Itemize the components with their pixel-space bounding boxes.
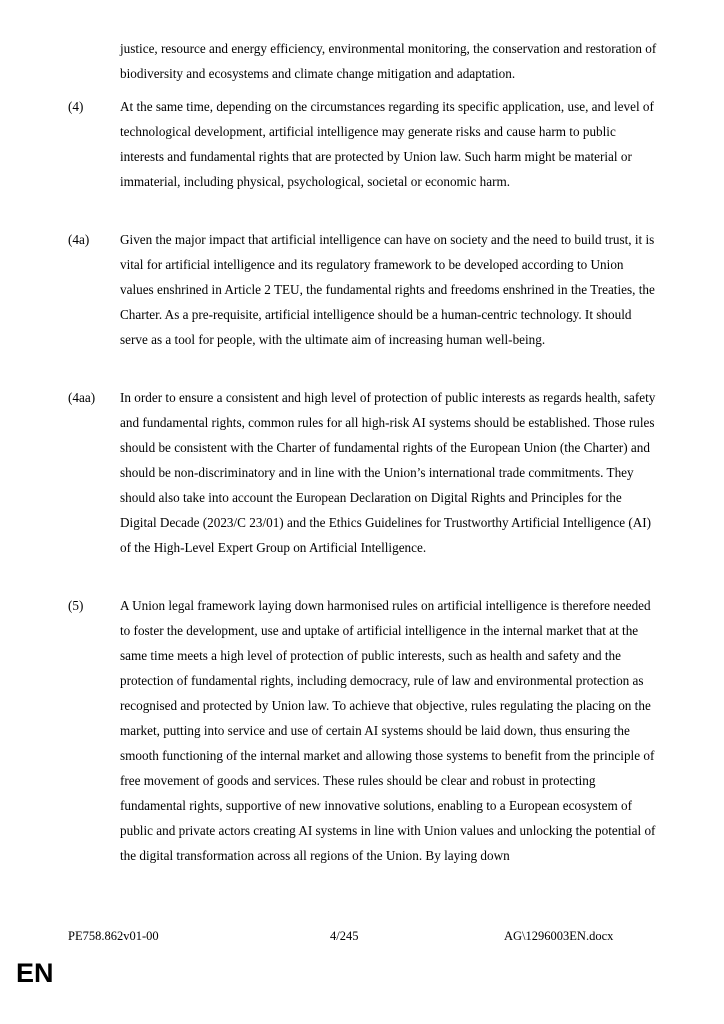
continued-paragraph: justice, resource and energy efficiency, environmental monitoring, the conservation and restoration of biodiversity and ecosystems and climate change mitigation and adaptation. <box>120 41 657 81</box>
recital-number: (4a) <box>68 232 90 247</box>
footer-page-number: 4/245 <box>330 929 359 943</box>
recital-text: At the same time, depending on the circumstances regarding its specific application, use, and level of technological development, artificial intelligence may generate risks and cause harm to public interests and fundamental rights that are protected by Union law. Such harm might be material or immaterial, including physical, psychological, societal or economic harm. <box>120 99 654 189</box>
recital-text: Given the major impact that artificial intelligence can have on society and the need to build trust, it is vital for artificial intelligence and its regulatory framework to be developed according to Union values enshrined in Article 2 TEU, the fundamental rights and freedoms enshrined in the Treaties, the Charter. As a pre-requisite, artificial intelligence should be a human-centric technology. It should serve as a tool for people, with the ultimate aim of increasing human well-being. <box>120 232 655 347</box>
recital-number: (4) <box>68 99 84 114</box>
recital-text: A Union legal framework laying down harmonised rules on artificial intelligence is therefore needed to foster the development, use and uptake of artificial intelligence in the internal market that at the same time meets a high level of protection of public interests, such as health and safety and the protection of fundamental rights, including democracy, rule of law and environmental protection as recognised and protected by Union law. To achieve that objective, rules regulating the placing on the market, putting into service and use of certain AI systems should be laid down, thus ensuring the smooth functioning of the internal market and allowing those systems to benefit from the principle of free movement of goods and services. These rules should be clear and robust in protecting fundamental rights, supportive of new innovative solutions, enabling to a European ecosystem of public and private actors creating AI systems in line with Union values and unlocking the potential of the digital transformation across all regions of the Union. By laying down <box>120 598 656 863</box>
language-code: EN <box>16 958 54 988</box>
recital-number: (4aa) <box>68 390 96 405</box>
footer-filename: AG\1296003EN.docx <box>504 929 614 943</box>
recital-number: (5) <box>68 598 84 613</box>
footer-reference: PE758.862v01-00 <box>68 929 159 943</box>
recital-text: In order to ensure a consistent and high level of protection of public interests as regards health, safety and fundamental rights, common rules for all high-risk AI systems should be established. Those rules should be consistent with the Charter of fundamental rights of the European Union (the Charter) and should be non-discriminatory and in line with the Union’s international trade commitments. They should also take into account the European Declaration on Digital Rights and Principles for the Digital Decade (2023/C 23/01) and the Ethics Guidelines for Trustworthy Artificial Intelligence (AI) of the High-Level Expert Group on Artificial Intelligence. <box>120 390 656 555</box>
